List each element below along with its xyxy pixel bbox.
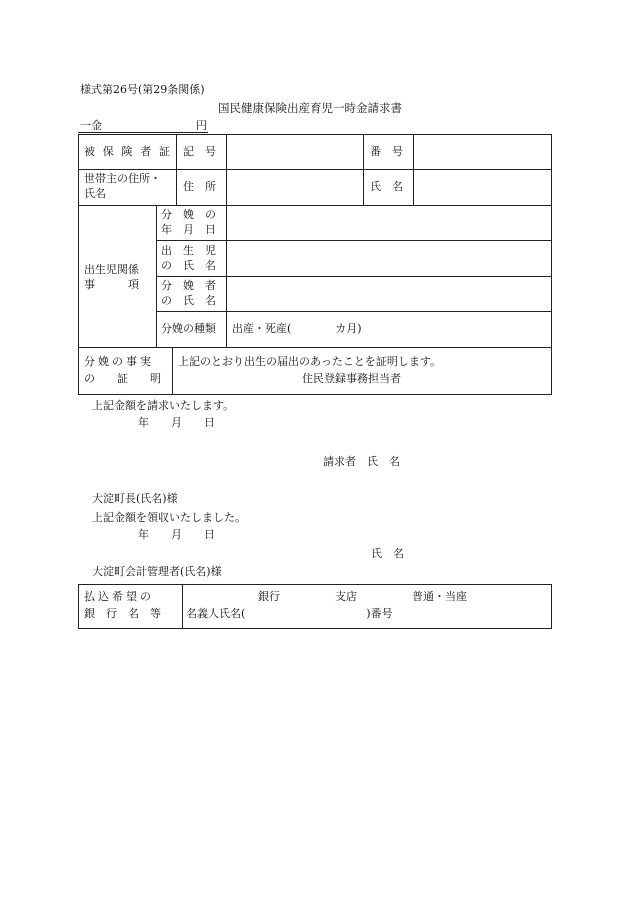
delivery-date-label-2: 年 月 日 xyxy=(161,223,216,236)
child-name-label-1: 出 生 児 xyxy=(161,244,216,257)
bank-label-2: 銀 行 名 等 xyxy=(84,607,161,620)
claimant-name: 請求者 氏 名 xyxy=(323,455,400,468)
insured-label: 被保険者証 xyxy=(84,145,170,158)
receipt-statement: 上記金額を領収いたしました。 xyxy=(92,511,246,524)
certification-label-2: の 証 明 xyxy=(84,372,161,385)
householder-address-field[interactable] xyxy=(227,170,362,204)
claim-addressee: 大淀町長(氏名)様 xyxy=(92,492,178,505)
birth-section-label-1: 出生児関係 xyxy=(84,263,139,276)
mother-name-field[interactable] xyxy=(227,277,551,310)
bank-line-2[interactable]: 名義人氏名( )番号 xyxy=(186,607,393,620)
claim-statement: 上記金額を請求いたします。 xyxy=(92,399,235,412)
receipt-date: 年 月 日 xyxy=(138,528,215,541)
claim-date: 年 月 日 xyxy=(138,416,215,429)
amount-prefix: 一金 xyxy=(80,119,102,132)
certification-label-1: 分娩の事実 xyxy=(84,355,154,368)
delivery-type-value[interactable]: 出産・死産( カ月) xyxy=(232,322,362,335)
bank-label-1: 払込希望の xyxy=(84,590,154,603)
householder-name-field[interactable] xyxy=(414,170,551,204)
certification-text: 上記のとおり出生の届出のあったことを証明します。 xyxy=(178,355,442,368)
insured-bango-label: 番 号 xyxy=(370,145,403,158)
amount-underline xyxy=(78,132,208,133)
householder-address-label: 住 所 xyxy=(183,180,216,193)
insured-kigo-label: 記 号 xyxy=(183,145,216,158)
amount-unit: 円 xyxy=(196,119,207,132)
delivery-type-label: 分娩の種類 xyxy=(161,322,216,335)
receipt-addressee: 大淀町会計管理者(氏名)様 xyxy=(92,565,222,578)
householder-label-2: 氏名 xyxy=(84,187,106,200)
birth-section-label-2: 事 項 xyxy=(84,278,139,291)
mother-name-label-1: 分 娩 者 xyxy=(161,279,216,292)
form-number: 様式第26号(第29条関係) xyxy=(80,83,205,96)
document-title: 国民健康保険出産育児一時金請求書 xyxy=(218,101,402,115)
insured-bango-field[interactable] xyxy=(414,135,551,168)
receipt-name: 氏 名 xyxy=(371,547,404,560)
insured-kigo-field[interactable] xyxy=(227,135,362,168)
child-name-field[interactable] xyxy=(227,241,551,275)
delivery-date-field[interactable] xyxy=(227,206,551,239)
mother-name-label-2: の 氏 名 xyxy=(161,294,216,307)
bank-line-1[interactable]: 銀行 支店 普通・当座 xyxy=(258,590,467,603)
child-name-label-2: の 氏 名 xyxy=(161,259,216,272)
householder-name-label: 氏 名 xyxy=(370,180,403,193)
delivery-date-label-1: 分 娩 の xyxy=(161,208,216,221)
certification-officer: 住民登録事務担当者 xyxy=(302,372,401,385)
householder-label-1: 世帯主の住所・ xyxy=(84,172,161,185)
